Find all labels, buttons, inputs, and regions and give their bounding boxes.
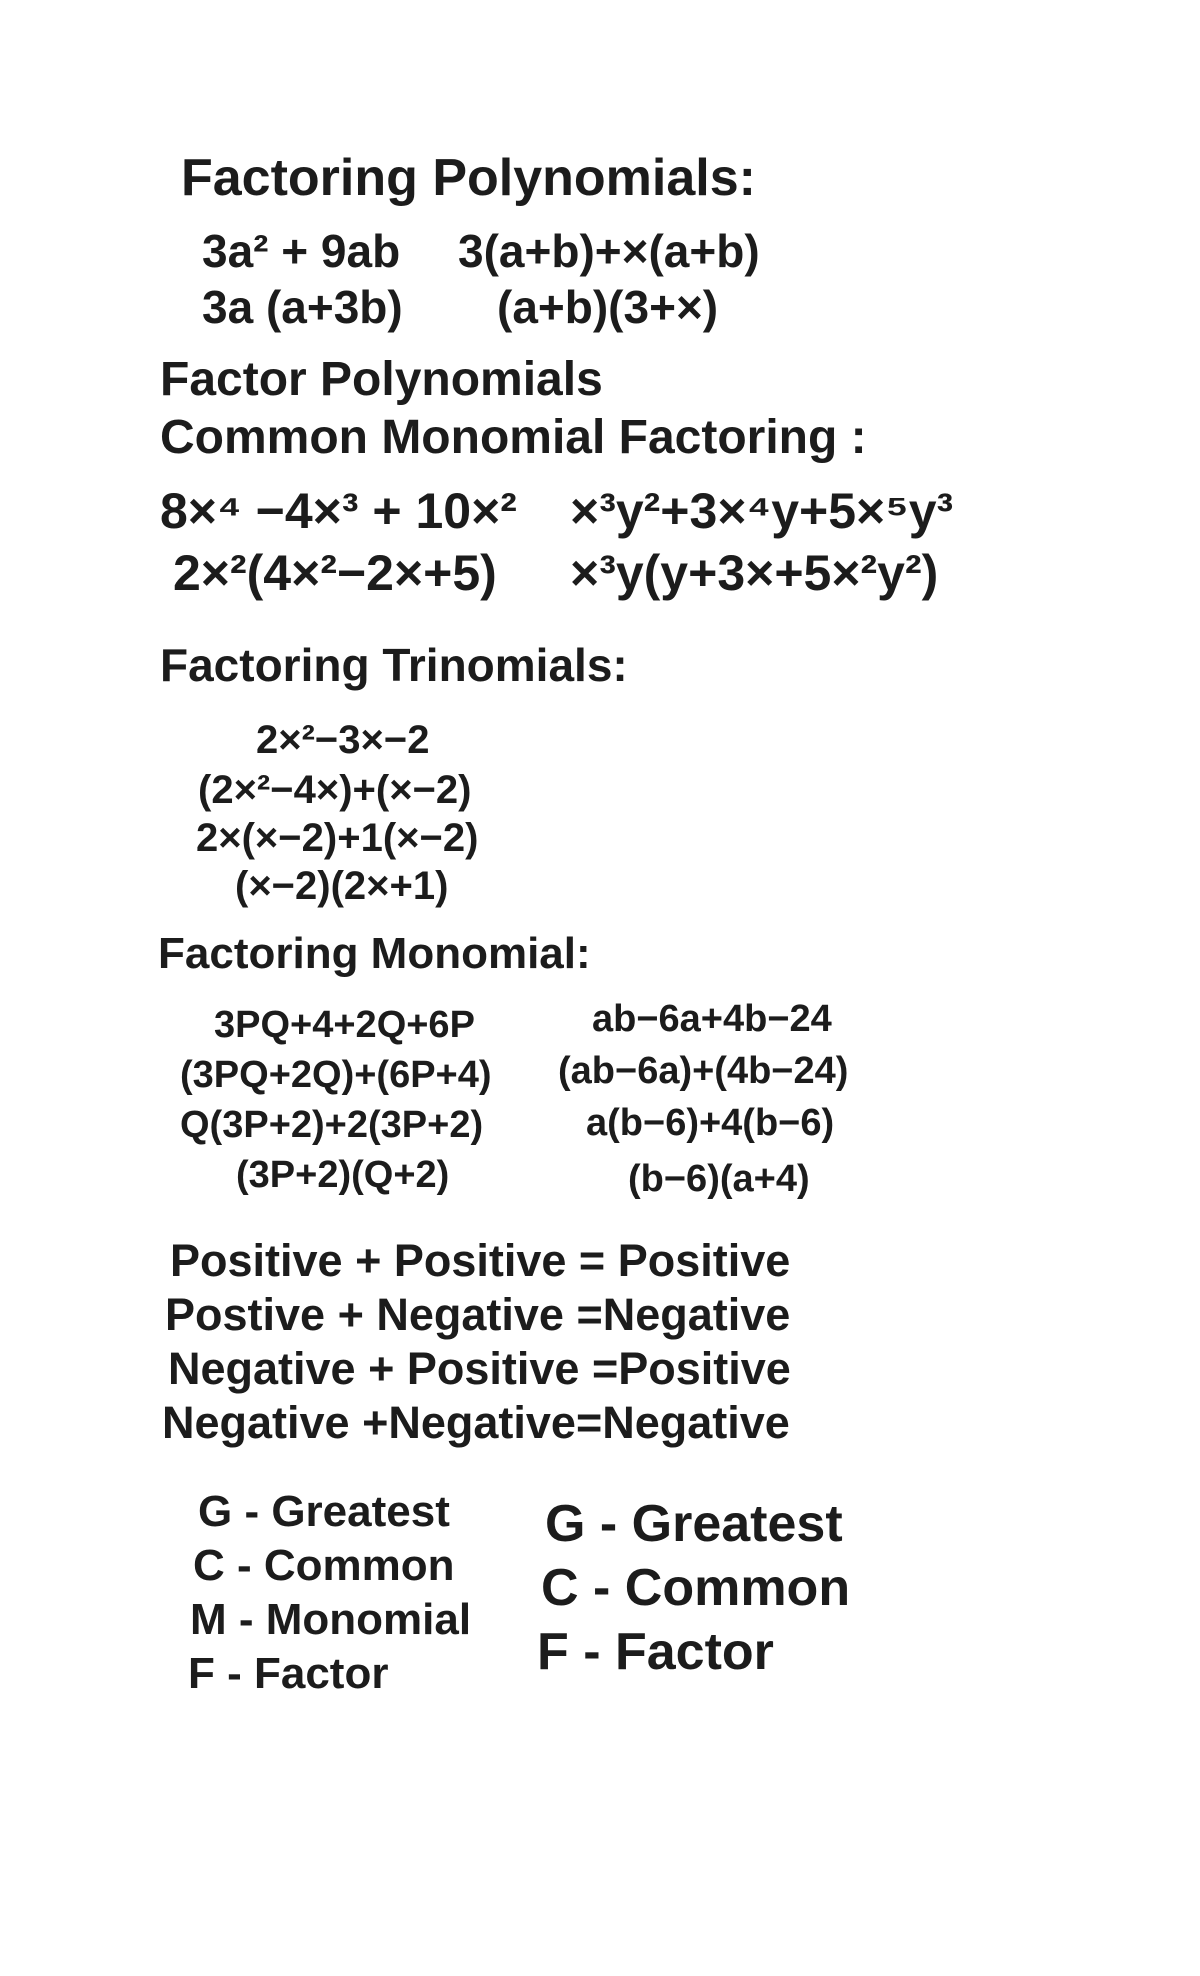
gcf-item: C - Common [541,1559,851,1617]
gcmf-item: C - Common [193,1541,455,1590]
monomial-left-step: (3PQ+2Q)+(6P+4) [180,1054,492,1096]
section-title-factoring-monomial: Factoring Monomial: [158,929,591,978]
section-title-factoring-polynomials: Factoring Polynomials: [181,149,756,207]
monomial-left-step: 3PQ+4+2Q+6P [214,1004,475,1046]
trinomial-step: (×−2)(2×+1) [235,864,449,908]
trinomial-step: 2×²−3×−2 [256,718,430,762]
sign-rule: Negative + Positive =Positive [168,1343,791,1394]
trinomial-step: (2×²−4×)+(×−2) [198,768,472,812]
gcmf-item: M - Monomial [190,1595,472,1644]
example1-right-problem: 3(a+b)+×(a+b) [458,225,760,277]
sign-rule: Negative +Negative=Negative [162,1397,790,1448]
sign-rule: Positive + Positive = Positive [170,1235,791,1286]
monomial-left-step: Q(3P+2)+2(3P+2) [180,1104,484,1146]
example1-left-problem: 3a² + 9ab [202,225,401,277]
example2-right-problem: ×³y²+3×⁴y+5×⁵y³ [570,483,954,539]
section-title-common-monomial-factoring: Common Monomial Factoring : [160,411,867,464]
gcmf-item: F - Factor [188,1649,389,1698]
monomial-right-step: (ab−6a)+(4b−24) [558,1050,849,1092]
monomial-right-step: ab−6a+4b−24 [592,998,832,1040]
monomial-right-step: a(b−6)+4(b−6) [586,1102,835,1144]
example2-right-answer: ×³y(y+3×+5×²y²) [570,545,939,601]
monomial-left-step: (3P+2)(Q+2) [236,1154,450,1196]
monomial-right-step: (b−6)(a+4) [628,1158,810,1200]
section-title-factor-polynomials: Factor Polynomials [160,353,603,406]
trinomial-step: 2×(×−2)+1(×−2) [196,816,479,860]
example2-left-answer: 2×²(4×²−2×+5) [173,545,497,601]
example1-right-answer: (a+b)(3+×) [497,281,719,333]
gcf-item: G - Greatest [545,1495,843,1553]
example2-left-problem: 8×⁴ −4×³ + 10×² [160,483,517,539]
sign-rule: Postive + Negative =Negative [165,1289,791,1340]
gcmf-item: G - Greatest [198,1487,450,1536]
example1-left-answer: 3a (a+3b) [202,281,403,333]
section-title-factoring-trinomials: Factoring Trinomials: [160,639,628,691]
gcf-item: F - Factor [537,1623,774,1681]
